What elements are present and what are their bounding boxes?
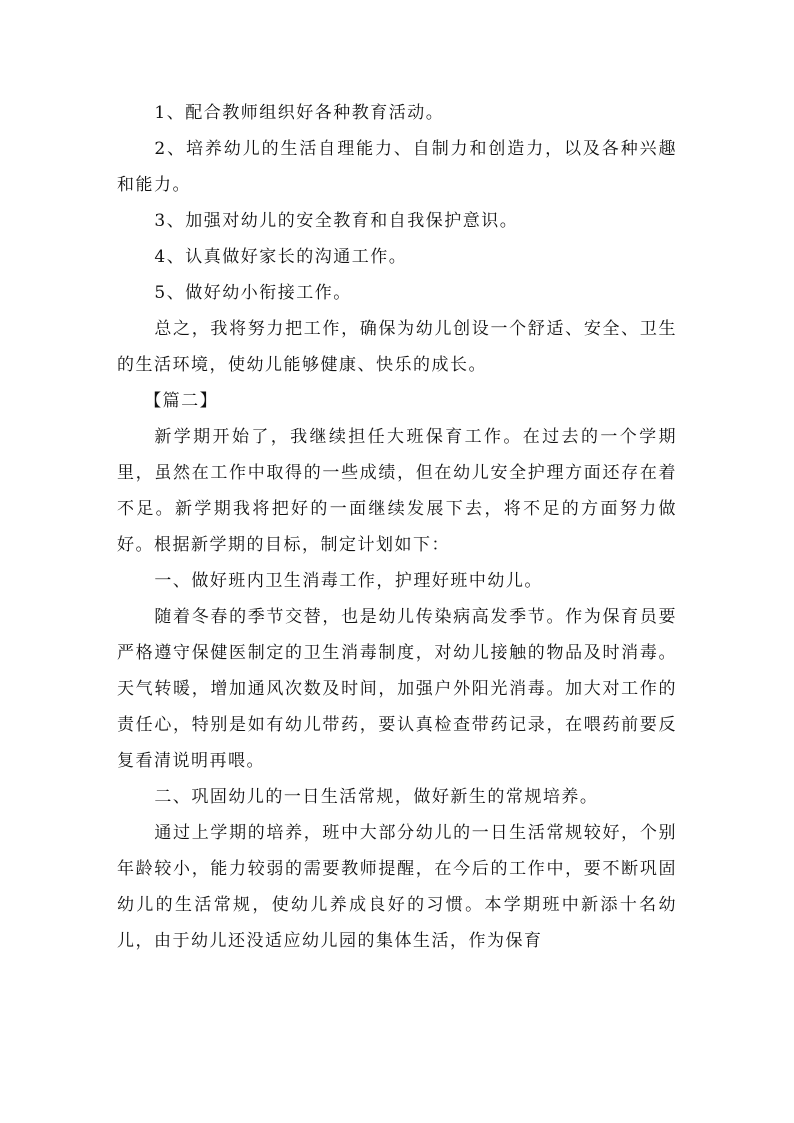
intro-paragraph: 新学期开始了，我继续担任大班保育工作。在过去的一个学期里，虽然在工作中取得的一些成绩，但在幼儿安全护理方面还存在着不足。新学期我将把好的一面继续发展下去，将不足的方面努力做好。根据新学期的目标，制定计划如下： bbox=[117, 427, 677, 555]
list-item-1: 1、配合教师组织好各种教育活动。 bbox=[154, 103, 445, 123]
list-item-5: 5、做好幼小衔接工作。 bbox=[154, 283, 352, 303]
subheading-2: 二、巩固幼儿的一日生活常规，做好新生的常规培养。 bbox=[154, 787, 599, 807]
document-body bbox=[117, 95, 677, 959]
subheading-1: 一、做好班内卫生消毒工作，护理好班中幼儿。 bbox=[154, 571, 543, 591]
list-item-2: 2、培养幼儿的生活自理能力、自制力和创造力，以及各种兴趣和能力。 bbox=[117, 139, 677, 195]
summary-paragraph: 总之，我将努力把工作，确保为幼儿创设一个舒适、安全、卫生的生活环境，使幼儿能够健康、快乐的成长。 bbox=[117, 319, 677, 375]
body-paragraph-1: 随着冬春的季节交替，也是幼儿传染病高发季节。作为保育员要严格遵守保健医制定的卫生消毒制度，对幼儿接触的物品及时消毒。天气转暖，增加通风次数及时间，加强户外阳光消毒。加大对工作的责任心，特别是如有幼儿带药，要认真检查带药记录，在喂药前要反复看清说明再喂。 bbox=[117, 607, 677, 771]
list-item-3: 3、加强对幼儿的安全教育和自我保护意识。 bbox=[154, 211, 519, 231]
body-paragraph-2: 通过上学期的培养，班中大部分幼儿的一日生活常规较好，个别年龄较小，能力较弱的需要教师提醒，在今后的工作中，要不断巩固幼儿的生活常规，使幼儿养成良好的习惯。本学期班中新添十名幼儿，由于幼儿还没适应幼儿园的集体生活，作为保育 bbox=[117, 823, 677, 951]
list-item-4: 4、认真做好家长的沟通工作。 bbox=[154, 247, 408, 267]
section-heading: 【篇二】 bbox=[144, 391, 219, 411]
